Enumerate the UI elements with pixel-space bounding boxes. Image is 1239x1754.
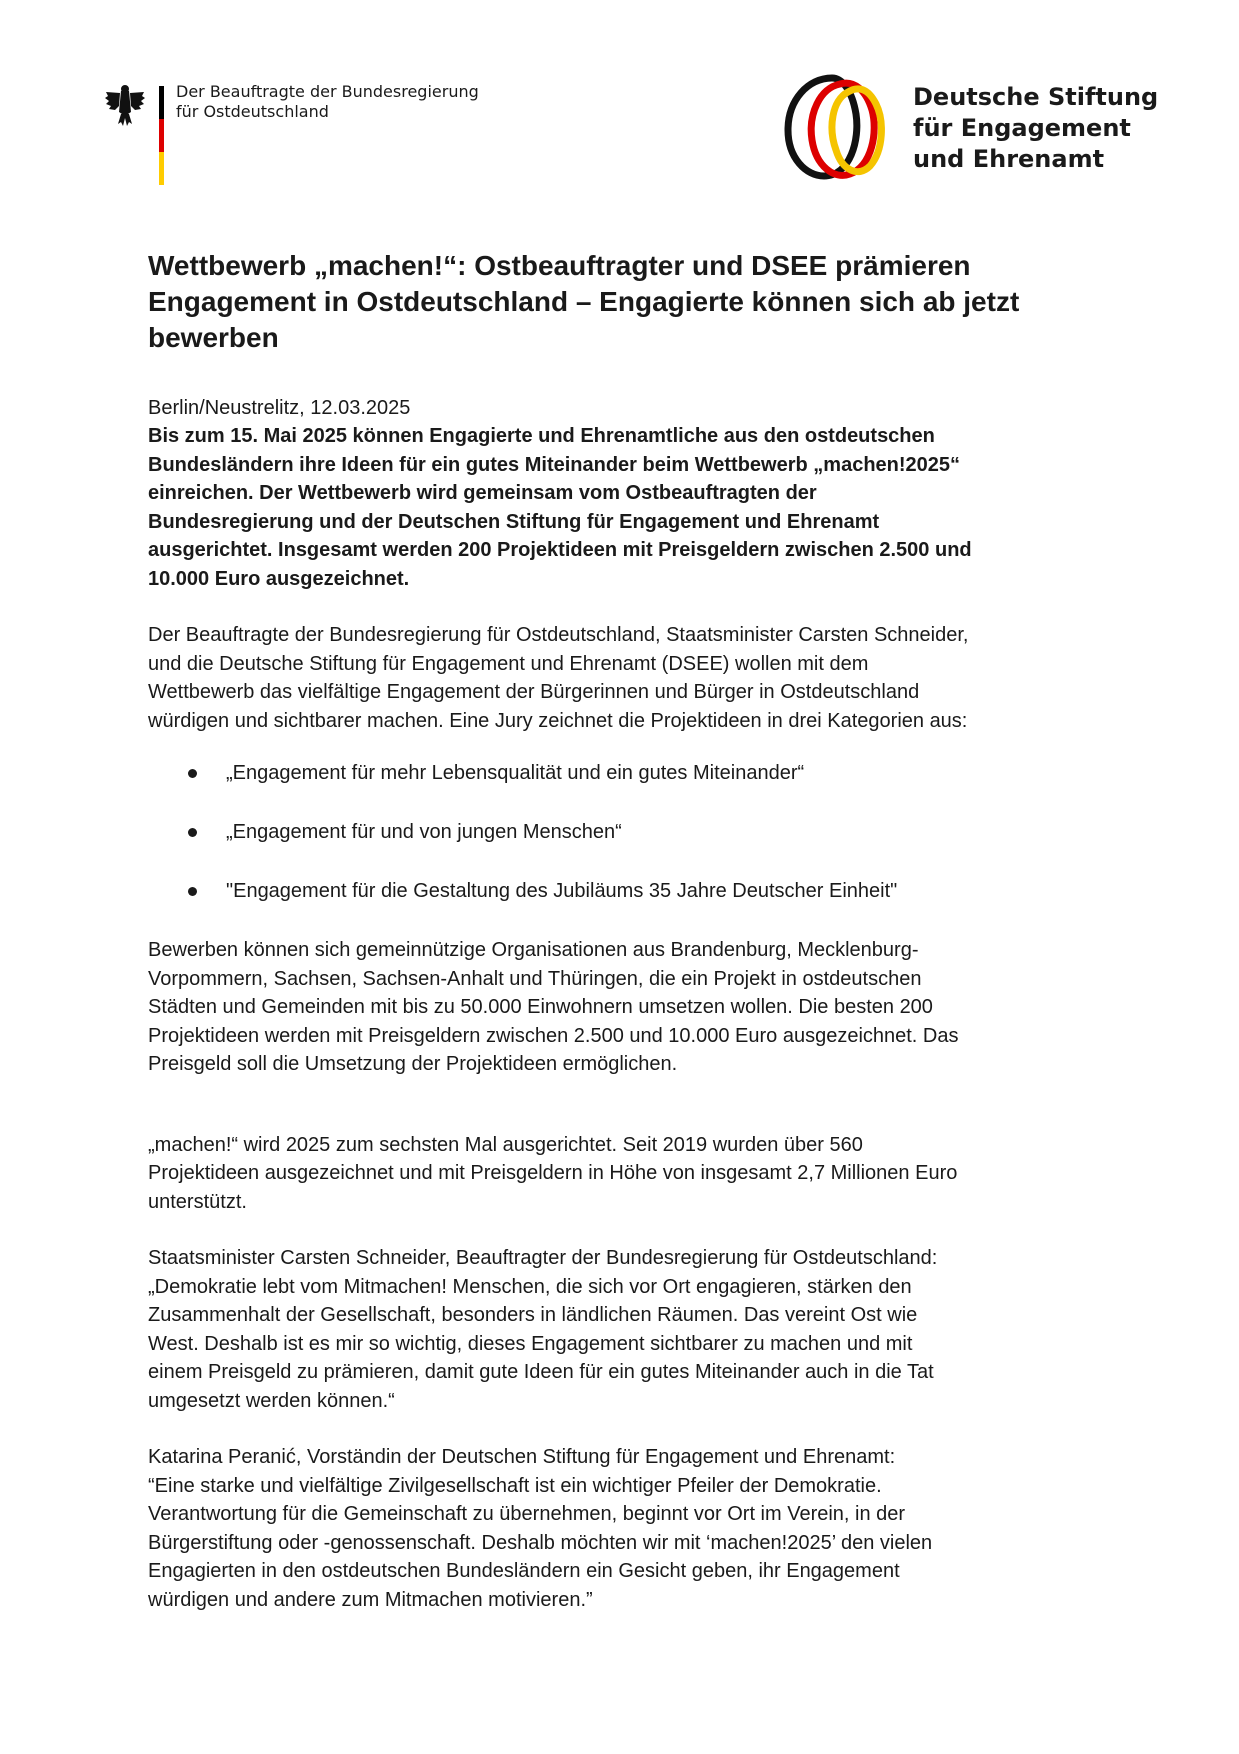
federal-eagle-icon (104, 82, 146, 128)
lead-line: 10.000 Euro ausgezeichnet. (148, 567, 410, 590)
lead-line: Bundesländern ihre Ideen für ein gutes Miteinander beim Wettbewerb „machen!2025“ (148, 453, 961, 476)
paragraph-line: und die Deutsche Stiftung für Engagement und Ehrenamt (DSEE) wollen mit dem (148, 652, 869, 675)
dsee-logo-line: für Engagement (913, 114, 1131, 142)
bullet-icon (188, 769, 197, 778)
category-item (148, 818, 1108, 846)
paragraph-line: “Eine starke und vielfältige Zivilgesellschaft ist ein wichtiger Pfeiler der Demokratie. (148, 1474, 882, 1497)
title-line: Wettbewerb „machen!“: Ostbeauftragter und DSEE prämieren (148, 250, 971, 281)
paragraph-line: Preisgeld soll die Umsetzung der Projektideen ermöglichen. (148, 1053, 678, 1075)
lead-line: ausgerichtet. Insgesamt werden 200 Projektideen mit Preisgeldern zwischen 2.500 und (148, 539, 972, 561)
title-line: bewerben (148, 322, 279, 353)
paragraph-line: umgesetzt werden können.“ (148, 1389, 395, 1412)
paragraph-line: Städten und Gemeinden mit bis zu 50.000 Einwohnern umsetzen wollen. Die besten 200 (148, 996, 933, 1018)
dsee-wordmark (913, 82, 1158, 175)
paragraph-line: Bürgerstiftung oder -genossenschaft. Deshalb möchten wir mit ‘machen!2025’ den vielen (148, 1531, 933, 1554)
paragraph-line: unterstützt. (148, 1190, 247, 1213)
quote-peranic-paragraph (148, 1443, 1108, 1614)
paragraph-line: Zusammenhalt der Gesellschaft, besonders in ländlichen Räumen. Das vereint Ost wie (148, 1304, 918, 1326)
quote-schneider-paragraph (148, 1244, 1108, 1415)
federal-commissioner-logo (104, 82, 479, 190)
paragraph-line: einem Preisgeld zu prämieren, damit gute Ideen für ein gutes Miteinander auch in die Tat (148, 1361, 934, 1383)
federal-commissioner-wordmark (176, 82, 479, 122)
category-item (148, 759, 1108, 787)
category-label: "Engagement für die Gestaltung des Jubiläums 35 Jahre Deutscher Einheit" (226, 880, 898, 902)
federal-logo-line: für Ostdeutschland (176, 102, 329, 121)
title-line: Engagement in Ostdeutschland – Engagierte können sich ab jetzt (148, 286, 1020, 317)
category-item (148, 877, 1108, 905)
paragraph-line: „machen!“ wird 2025 zum sechsten Mal ausgerichtet. Seit 2019 wurden über 560 (148, 1133, 863, 1156)
dsee-logo-line: Deutsche Stiftung (913, 83, 1159, 111)
paragraph-line: Projektideen ausgezeichnet und mit Preisgeldern in Höhe von insgesamt 2,7 Millionen Euro (148, 1162, 958, 1184)
paragraph-line: würdigen und andere zum Mitmachen motivieren.” (148, 1588, 593, 1611)
lead-line: Bis zum 15. Mai 2025 können Engagierte und Ehrenamtliche aus den ostdeutschen (148, 425, 935, 447)
press-release-body (148, 248, 1108, 1614)
category-list (148, 759, 1108, 905)
paragraph-line: Engagierten in den ostdeutschen Bundesländern ein Gesicht geben, ihr Engagement (148, 1560, 900, 1582)
paragraph-line: würdigen und sichtbarer machen. Eine Jury zeichnet die Projektideen in drei Kategorien aus: (148, 709, 968, 732)
bullet-icon (188, 828, 197, 837)
paragraph-line: Staatsminister Carsten Schneider, Beauftragter der Bundesregierung für Ostdeutschland: (148, 1247, 938, 1269)
paragraph-line: Verantwortung für die Gemeinschaft zu übernehmen, beginnt vor Ort im Verein, in der (148, 1503, 906, 1525)
dateline: Berlin/Neustrelitz, 12.03.2025 (148, 397, 411, 419)
category-label: „Engagement für mehr Lebensqualität und ein gutes Miteinander“ (226, 762, 805, 784)
dsee-loop-mark-icon (780, 70, 890, 185)
paragraph-line: „Demokratie lebt vom Mitmachen! Menschen, die sich vor Ort engagieren, stärken den (148, 1275, 912, 1298)
intro-paragraph (148, 621, 1108, 735)
bullet-icon (188, 887, 197, 896)
lead-line: Bundesregierung und der Deutschen Stiftung für Engagement und Ehrenamt (148, 510, 880, 533)
press-release-title (148, 248, 1108, 356)
paragraph-line: Katarina Peranić, Vorständin der Deutschen Stiftung für Engagement und Ehrenamt: (148, 1446, 896, 1468)
paragraph-line: Wettbewerb das vielfältige Engagement der Bürgerinnen und Bürger in Ostdeutschland (148, 681, 920, 703)
paragraph-line: Projektideen werden mit Preisgeldern zwischen 2.500 und 10.000 Euro ausgezeichnet. Das (148, 1024, 959, 1047)
dsee-logo (780, 70, 1159, 185)
category-label: „Engagement für und von jungen Menschen“ (226, 821, 622, 843)
paragraph-line: West. Deshalb ist es mir so wichtig, dieses Engagement sichtbarer zu machen und mit (148, 1332, 913, 1355)
dsee-logo-line: und Ehrenamt (913, 145, 1105, 173)
german-flag-bar (159, 86, 164, 185)
paragraph-line: Der Beauftragte der Bundesregierung für Ostdeutschland, Staatsminister Carsten Schneider, (148, 624, 969, 646)
eligibility-paragraph (148, 936, 1108, 1079)
paragraph-line: Bewerben können sich gemeinnützige Organisationen aus Brandenburg, Mecklenburg- (148, 939, 919, 961)
federal-logo-line: Der Beauftragte der Bundesregierung (176, 82, 479, 101)
paragraph-line: Vorpommern, Sachsen, Sachsen-Anhalt und Thüringen, die ein Projekt in ostdeutschen (148, 967, 922, 990)
lead-paragraph (148, 422, 1108, 593)
history-paragraph (148, 1131, 1108, 1217)
lead-line: einreichen. Der Wettbewerb wird gemeinsam vom Ostbeauftragten der (148, 482, 817, 504)
